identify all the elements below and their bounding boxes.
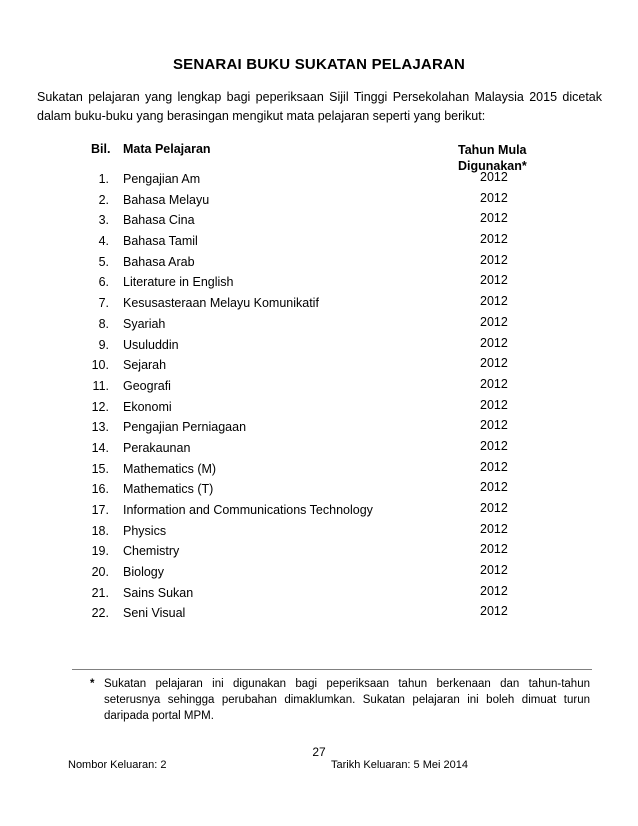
row-number: 4. [98,234,109,249]
row-number: 20. [91,565,109,580]
table-row [0,358,638,379]
row-number: 19. [91,544,109,559]
row-number: 15. [91,461,109,476]
footnote-marker: * [90,678,95,690]
subject-name: Pengajian Am [123,172,201,186]
table-row [0,252,638,276]
intro-line-2: dalam buku-buku yang berasingan mengikut mata pelajaran seperti yang berikut: [37,109,486,123]
footnote-divider [72,669,592,670]
row-number: 11. [92,378,109,393]
row-number: 8. [98,316,109,331]
subject-name: Syariah [123,316,166,331]
table-row [0,438,638,462]
subject-name: Usuluddin [123,337,179,352]
table-row [0,234,638,255]
year-used: 2012 [480,459,508,474]
subject-name: Pengajian Perniagaan [123,420,247,435]
table-row [0,606,638,627]
subject-name: Mathematics (T) [123,482,214,497]
year-used: 2012 [480,376,508,391]
row-number: 17. [91,503,109,517]
table-row [0,583,638,607]
subject-name: Biology [123,565,164,580]
table-row [0,503,638,524]
row-number: 18. [91,523,109,538]
footer-issue-number: Nombor Keluaran: 2 [68,759,167,771]
row-number: 9. [98,337,109,352]
table-row [0,275,638,296]
subject-name: Physics [123,523,167,538]
row-number: 5. [98,254,109,269]
row-number: 13. [91,420,109,435]
footnote-text: Sukatan pelajaran ini digunakan bagi peperiksaan tahun berkenaan dan tahun-tahun seterusnya sehingga perubahan dimaklumkan. Sukatan pelajaran ini boleh dimuat turun daripada portal MPM. [104,678,590,722]
year-used: 2012 [480,604,508,619]
subject-name: Bahasa Arab [123,254,195,269]
subject-name: Ekonomi [123,399,172,414]
year-used: 2012 [480,501,508,515]
header-mata-pelajaran: Mata Pelajaran [123,142,211,156]
row-number: 10. [91,358,109,373]
subject-name: Bahasa Melayu [123,192,210,207]
row-number: 7. [98,296,109,311]
header-bil: Bil. [91,142,111,156]
subject-name: Literature in English [123,275,234,290]
header-tahun-line-1: Tahun Mula [458,143,527,157]
year-used: 2012 [480,294,508,309]
row-number: 1. [98,172,109,186]
year-used: 2012 [480,521,508,536]
year-used: 2012 [480,232,508,247]
row-number: 6. [98,275,109,290]
header-tahun-line-2: Digunakan* [458,159,527,173]
year-used: 2012 [480,480,508,495]
subject-name: Bahasa Cina [123,213,195,228]
table-row [0,376,638,400]
year-used: 2012 [480,314,508,329]
table-row [0,172,638,193]
table-header [0,138,638,174]
year-used: 2012 [480,542,508,557]
year-used: 2012 [480,170,508,184]
year-used: 2012 [480,438,508,453]
page-number: 27 [312,745,326,759]
year-used: 2012 [480,356,508,371]
year-used: 2012 [480,335,508,350]
table-row [0,482,638,503]
subject-name: Sains Sukan [123,585,194,600]
year-used: 2012 [480,418,508,433]
footer-issue-date: Tarikh Keluaran: 5 Mei 2014 [331,759,468,771]
year-used: 2012 [480,563,508,578]
table-row [0,521,638,545]
row-number: 12. [91,399,109,414]
subject-name: Geografi [123,378,171,393]
table-row [0,397,638,421]
intro-paragraph [37,88,602,126]
intro-line-1: Sukatan pelajaran yang lengkap bagi peperiksaan Sijil Tinggi Persekolahan Malaysia 2015 dicetak [37,90,602,104]
table-row [0,544,638,565]
year-used: 2012 [480,397,508,412]
table-row [0,565,638,586]
subject-name: Kesusasteraan Melayu Komunikatif [123,296,319,311]
row-number: 22. [91,606,109,621]
row-number: 2. [98,192,109,207]
table-row [0,335,638,359]
table-row [0,190,638,214]
row-number: 21. [91,585,109,600]
row-number: 3. [98,213,109,228]
row-number: 14. [91,440,109,455]
subject-name: Chemistry [123,544,180,559]
table-row [0,314,638,338]
subject-name: Sejarah [123,358,167,373]
page-title: SENARAI BUKU SUKATAN PELAJARAN [172,56,466,73]
year-used: 2012 [480,190,508,205]
year-used: 2012 [480,583,508,598]
year-used: 2012 [480,273,508,288]
year-used: 2012 [480,252,508,267]
table-row [0,213,638,234]
subject-name: Seni Visual [123,606,186,621]
row-number: 16. [91,482,109,497]
subject-name: Information and Communications Technology [123,503,373,517]
subject-name: Mathematics (M) [123,461,217,476]
table-row [0,420,638,441]
subject-name: Bahasa Tamil [123,234,198,249]
table-row [0,459,638,483]
year-used: 2012 [480,211,508,226]
subject-name: Perakaunan [123,440,191,455]
table-row [0,296,638,317]
subject-table [0,172,638,627]
